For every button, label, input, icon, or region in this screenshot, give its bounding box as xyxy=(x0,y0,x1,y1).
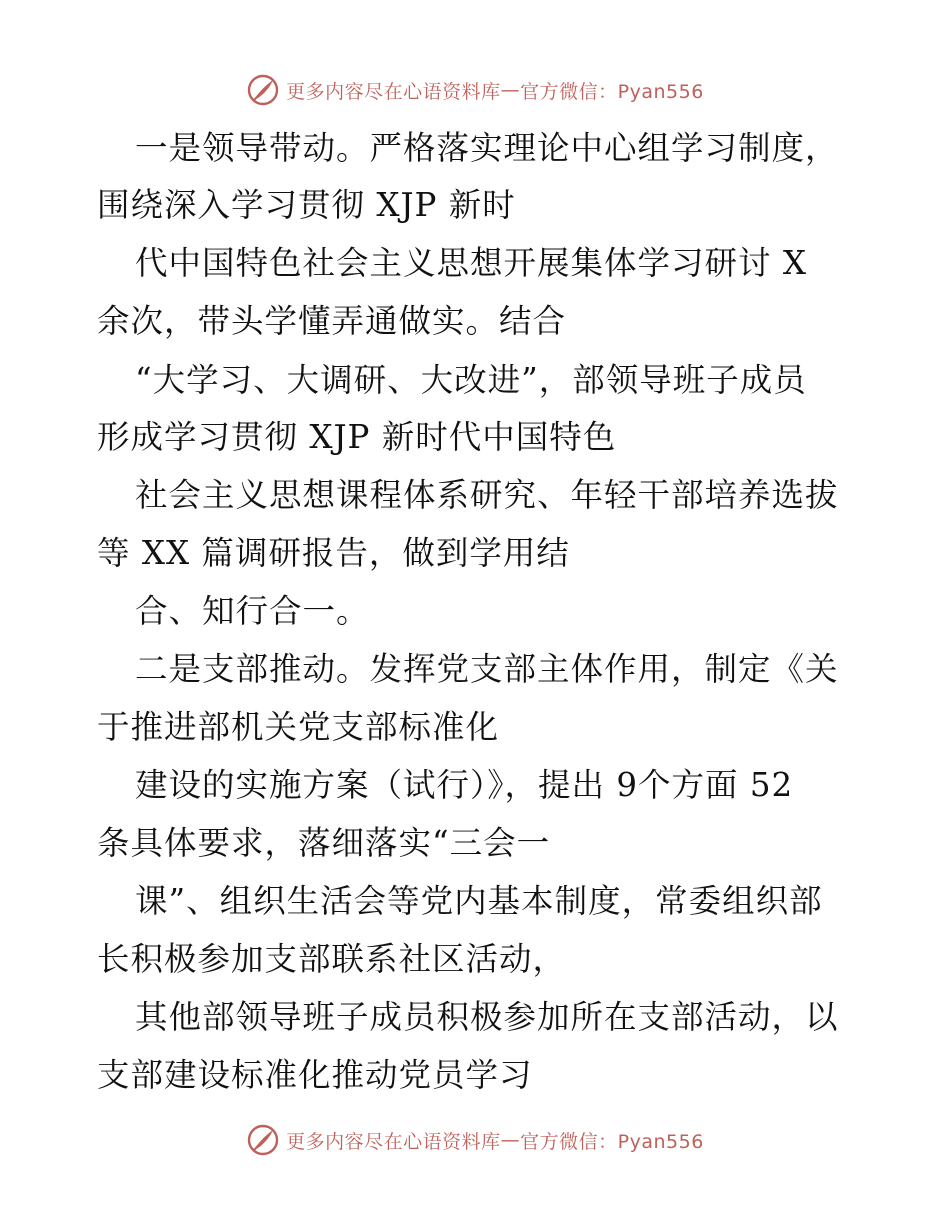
text-line: 建设的实施方案（试行）》，提出 9个方面 52 xyxy=(135,766,794,804)
text-line: 形成学习贯彻 XJP 新时代中国特色 xyxy=(97,418,617,456)
text-line: 等 XX 篇调研报告，做到学用结 xyxy=(97,534,570,572)
watermark-separator: — xyxy=(500,1129,521,1151)
quill-logo-icon xyxy=(246,1123,280,1157)
text-line: 余次，带头学懂弄通做实。结合 xyxy=(97,302,567,340)
header-watermark xyxy=(0,72,950,108)
text-line: “大学习、大调研、大改进”，部领导班子成员 xyxy=(135,361,807,399)
text-line: 社会主义思想课程体系研究、年轻干部培养选拔 xyxy=(135,476,839,514)
watermark-site-text: 更多内容尽在心语资料库 xyxy=(286,80,501,103)
text-line: 代中国特色社会主义思想开展集体学习研讨 X xyxy=(135,244,807,282)
text-line: 于推进部机关党支部标准化 xyxy=(97,708,500,746)
text-line: 条具体要求，落细落实“三会一 xyxy=(97,824,551,862)
text-line: 长积极参加支部联系社区活动， xyxy=(97,940,567,978)
watermark-site-text: 更多内容尽在心语资料库 xyxy=(286,1130,501,1153)
watermark-separator: — xyxy=(500,79,521,101)
text-line: 二是支部推动。发挥党支部主体作用，制定《关 xyxy=(135,650,839,688)
text-line: 围绕深入学习贯彻 XJP 新时 xyxy=(97,186,516,224)
footer-watermark xyxy=(0,1122,950,1158)
text-line: 合、知行合一。 xyxy=(135,592,370,630)
quill-logo-icon xyxy=(246,73,280,107)
text-line: 支部建设标准化推动党员学习 xyxy=(97,1056,533,1094)
text-line: 一是领导带动。严格落实理论中心组学习制度， xyxy=(135,129,839,167)
text-line: 课”、组织生活会等党内基本制度，常委组织部 xyxy=(135,882,823,920)
text-line: 其他部领导班子成员积极参加所在支部活动，以 xyxy=(135,998,839,1036)
watermark-account-text: 官方微信：Pyan556 xyxy=(520,80,704,103)
watermark-account-text: 官方微信：Pyan556 xyxy=(520,1130,704,1153)
